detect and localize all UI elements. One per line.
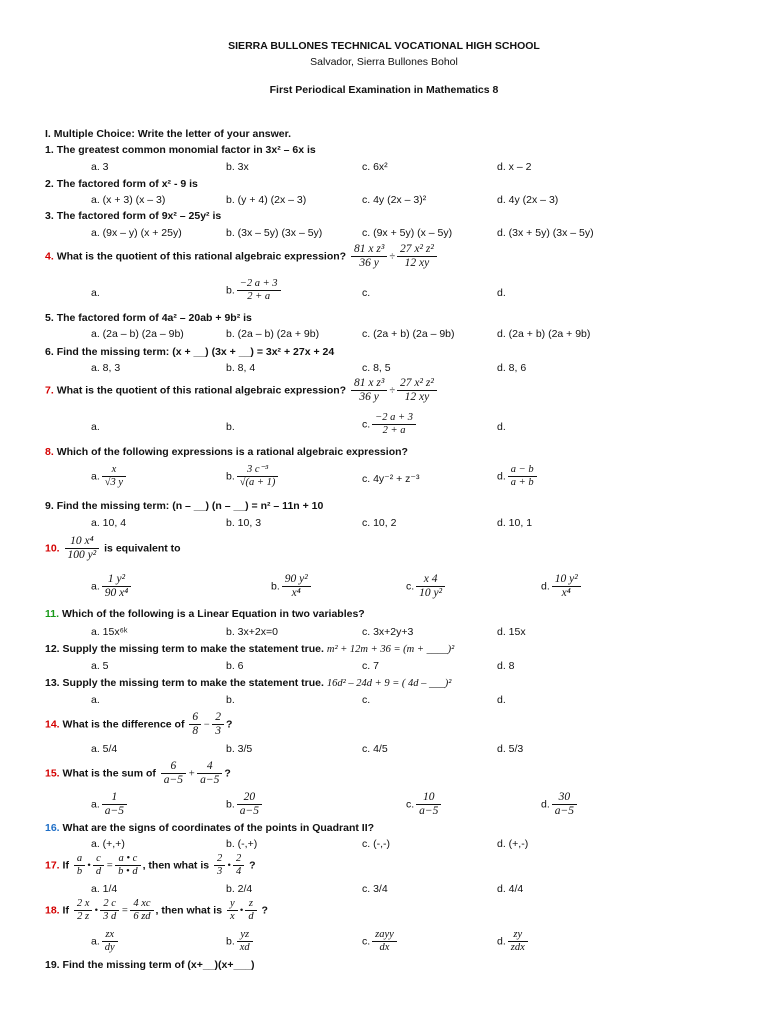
q3-option-a: a. (9x – y) (x + 25y) [91, 227, 182, 239]
q16-option-c: c. (-,-) [362, 838, 390, 850]
question-1: 1. The greatest common monomial factor in 3x² – 6x is [45, 144, 316, 156]
q6-option-a: a. 8, 3 [91, 362, 121, 374]
school-address: Salvador, Sierra Bullones Bohol [310, 56, 458, 68]
q7-fraction-1: $\frac{\text{81 x z³}}{36 y}$ [351, 377, 387, 404]
question-14: 14. What is the difference of $\frac{6}{8}$ − $\frac{2}{3}$ ? [45, 711, 233, 737]
question-11: 11. Which of the following is a Linear Equation in two variables? [45, 608, 365, 620]
question-18: 18. If $\frac{2 x}{2 z}$ • $\frac{2 c}{3 d}$ = $\frac{4 xc}{6 zd}$ , then what is $\frac{y}{x}$ • $\frac{z}{d}$ ? [45, 898, 268, 922]
q12-option-a: a. 5 [91, 660, 109, 672]
q14-option-c: c. 4/5 [362, 743, 388, 755]
q13-option-a: a. [91, 694, 100, 706]
q4-option-b-fraction: $\frac{-2 a + 3}{2 + a}$ [237, 278, 281, 303]
question-12: 12. Supply the missing term to make the statement true. m² + 12m + 36 = (m + ____)² [45, 643, 455, 655]
q18-option-a: a. $\frac{zx}{dy}$ [91, 929, 120, 954]
q2-option-c: c. 4y (2x – 3)² [362, 194, 427, 206]
q10-option-b: b. $\frac{\text{90 y²}}{\text{x⁴}}$ [271, 573, 313, 600]
q10-option-a-fraction: $\frac{\text{1 y²}}{\text{90 x⁴}}$ [102, 573, 131, 600]
question-2: 2. The factored form of x² - 9 is [45, 178, 198, 190]
q7-option-c: c. $\frac{-2 a + 3}{2 + a}$ [362, 412, 418, 437]
q15-option-c: c. $\frac{10}{a-5}$ [406, 791, 443, 818]
q3-option-b: b. (3x – 5y) (3x – 5y) [226, 227, 323, 239]
q15-fraction-1: $\frac{6}{a-5}$ [161, 760, 186, 787]
q4-fraction-1: $\frac{\text{81 x z³}}{36 y}$ [351, 243, 387, 270]
q15-option-a: a. $\frac{1}{a-5}$ [91, 791, 129, 818]
q18-frac-y-x: $\frac{y}{x}$ [227, 898, 238, 923]
question-10: 10. $\frac{\text{10 x⁴}}{\text{100 y²}}$ is equivalent to [45, 535, 181, 561]
q18-option-c-fraction: $\frac{\text{zayy}}{dx}$ [372, 929, 397, 954]
q15-option-b-fraction: $\frac{20}{a-5}$ [237, 791, 262, 818]
q11-option-c: c. 3x+2y+3 [362, 626, 414, 638]
q18-option-b-fraction: $\frac{yz}{xd}$ [237, 929, 253, 954]
q17-option-a: a. 1/4 [91, 883, 118, 895]
q18-option-d-fraction: $\frac{zy}{\text{zdx}}$ [508, 929, 528, 954]
q18-frac-z-d: $\frac{z}{d}$ [245, 898, 256, 923]
q18-frac-2c-3d: $\frac{2 c}{3 d}$ [100, 898, 119, 923]
q10-fraction: $\frac{\text{10 x⁴}}{\text{100 y²}}$ [65, 535, 100, 562]
q13-option-b: b. [226, 694, 235, 706]
q18-frac-2x-2z: $\frac{2 x}{2 z}$ [74, 898, 93, 923]
exam-title: First Periodical Examination in Mathematics 8 [269, 84, 499, 96]
q8-option-b-fraction: $\frac{\text{3 c⁻³}}{√(a + 1)}$ [237, 464, 279, 489]
q3-option-c: c. (9x + 5y) (x – 5y) [362, 227, 453, 239]
question-5: 5. The factored form of 4a² – 20ab + 9b² is [45, 312, 252, 324]
q7-option-b: b. [226, 421, 235, 433]
question-7: 7. What is the quotient of this rational algebraic expression? $\frac{\text{81 x z³}}{36 y}$ ÷ $\frac{\text{27 x² z²}}{12 xy}$ [45, 377, 439, 404]
q17-frac-c-d: $\frac{c}{d}$ [93, 853, 104, 878]
q11-option-d: d. 15x [497, 626, 526, 638]
q7-option-a: a. [91, 421, 100, 433]
question-19: 19. Find the missing term of (x+__)(x+___) [45, 959, 255, 971]
q16-option-b: b. (-,+) [226, 838, 258, 850]
q8-option-c: c. 4y⁻² + z⁻³ [362, 473, 420, 485]
q18-frac-4xc-6zd: $\frac{4 xc}{6 zd}$ [130, 898, 153, 923]
q5-option-d: d. (2a + b) (2a + 9b) [497, 328, 591, 340]
q8-option-b: b. $\frac{\text{3 c⁻³}}{√(a + 1)}$ [226, 464, 280, 489]
q10-option-c-fraction: $\frac{x 4}{\text{10 y²}}$ [416, 573, 445, 600]
q6-option-b: b. 8, 4 [226, 362, 256, 374]
q8-option-a-fraction: $\frac{x}{√3 y}$ [102, 464, 126, 489]
q12-option-b: b. 6 [226, 660, 244, 672]
q14-option-b: b. 3/5 [226, 743, 253, 755]
q18-option-b: b. $\frac{yz}{xd}$ [226, 929, 255, 954]
q17-frac-2-3: $\frac{2}{3}$ [214, 853, 225, 878]
q15-option-a-fraction: $\frac{1}{a-5}$ [102, 791, 127, 818]
q6-option-c: c. 8, 5 [362, 362, 391, 374]
q5-option-c: c. (2a + b) (2a – 9b) [362, 328, 455, 340]
question-15: 15. What is the sum of $\frac{6}{a-5}$ + $\frac{4}{a-5}$ ? [45, 760, 231, 786]
question-6: 6. Find the missing term: (x + __) (3x + __) = 3x² + 27x + 24 [45, 346, 335, 358]
q15-option-d: d. $\frac{30}{a-5}$ [541, 791, 579, 818]
q15-option-b: b. $\frac{20}{a-5}$ [226, 791, 264, 818]
q5-option-a: a. (2a – b) (2a – 9b) [91, 328, 184, 340]
q16-option-d: d. (+,-) [497, 838, 529, 850]
q8-option-d: d. $\frac{a - b}{a + b}$ [497, 464, 539, 489]
q9-option-a: a. 10, 4 [91, 517, 127, 529]
q4-option-d: d. [497, 287, 506, 299]
q12-option-c: c. 7 [362, 660, 379, 672]
question-4: 4. What is the quotient of this rational algebraic expression? $\frac{\text{81 x z³}}{36 y}$ ÷ $\frac{\text{27 x² z²}}{12 xy}$ [45, 243, 439, 270]
section-instructions: I. Multiple Choice: Write the letter of your answer. [45, 128, 292, 140]
q16-option-a: a. (+,+) [91, 838, 125, 850]
q4-option-b: b. $\frac{-2 a + 3}{2 + a}$ [226, 278, 283, 303]
q12-option-d: d. 8 [497, 660, 515, 672]
q1-option-c: c. 6x² [362, 161, 388, 173]
q18-option-a-fraction: $\frac{zx}{dy}$ [102, 929, 118, 954]
q10-option-a: a. $\frac{\text{1 y²}}{\text{90 x⁴}}$ [91, 573, 133, 600]
q1-option-d: d. x – 2 [497, 161, 532, 173]
q15-fraction-2: $\frac{4}{a-5}$ [197, 760, 222, 787]
q10-option-d-fraction: $\frac{\text{10 y²}}{\text{x⁴}}$ [552, 573, 581, 600]
q11-option-b: b. 3x+2x=0 [226, 626, 278, 638]
q9-option-d: d. 10, 1 [497, 517, 533, 529]
q7-option-d: d. [497, 421, 506, 433]
q9-option-b: b. 10, 3 [226, 517, 262, 529]
q2-option-a: a. (x + 3) (x – 3) [91, 194, 166, 206]
q14-fraction-1: $\frac{6}{8}$ [189, 711, 201, 738]
q10-option-d: d. $\frac{\text{10 y²}}{\text{x⁴}}$ [541, 573, 583, 600]
q4-fraction-2: $\frac{\text{27 x² z²}}{12 xy}$ [397, 243, 437, 270]
q2-option-d: d. 4y (2x – 3) [497, 194, 559, 206]
q18-option-d: d. $\frac{zy}{\text{zdx}}$ [497, 929, 530, 954]
question-16: 16. What are the signs of coordinates of the points in Quadrant II? [45, 822, 375, 834]
question-3: 3. The factored form of 9x² – 25y² is [45, 210, 222, 222]
q15-option-d-fraction: $\frac{30}{a-5}$ [552, 791, 577, 818]
q1-option-a: a. 3 [91, 161, 109, 173]
q3-option-d: d. (3x + 5y) (3x – 5y) [497, 227, 594, 239]
q10-option-c: c. $\frac{x 4}{\text{10 y²}}$ [406, 573, 447, 600]
q13-option-c: c. [362, 694, 371, 706]
q17-frac-2-4: $\frac{2}{4}$ [233, 853, 244, 878]
q14-option-d: d. 5/3 [497, 743, 524, 755]
q8-option-a: a. $\frac{x}{√3 y}$ [91, 464, 128, 489]
q7-fraction-2: $\frac{\text{27 x² z²}}{12 xy}$ [397, 377, 437, 404]
q4-option-a: a. [91, 287, 100, 299]
q17-option-c: c. 3/4 [362, 883, 388, 895]
question-8: 8. Which of the following expressions is a rational algebraic expression? [45, 446, 408, 458]
q14-fraction-2: $\frac{2}{3}$ [212, 711, 224, 738]
q8-option-d-fraction: $\frac{a - b}{a + b}$ [508, 464, 537, 489]
q5-option-b: b. (2a – b) (2a + 9b) [226, 328, 320, 340]
q7-option-c-fraction: $\frac{-2 a + 3}{2 + a}$ [372, 412, 416, 437]
q13-option-d: d. [497, 694, 506, 706]
question-17: 17. If $\frac{a}{b}$ • $\frac{c}{d}$ = $\frac{a • c}{b • d}$ , then what is $\frac{2}{3}$ • $\frac{2}{4}$ ? [45, 853, 256, 877]
question-13: 13. Supply the missing term to make the statement true. 16d² – 24d + 9 = ( 4d – ___)² [45, 677, 452, 689]
q15-option-c-fraction: $\frac{10}{a-5}$ [416, 791, 441, 818]
q9-option-c: c. 10, 2 [362, 517, 397, 529]
q4-option-c: c. [362, 287, 371, 299]
q17-frac-ac-bd: $\frac{a • c}{b • d}$ [115, 853, 140, 878]
q10-option-b-fraction: $\frac{\text{90 y²}}{\text{x⁴}}$ [282, 573, 311, 600]
q1-option-b: b. 3x [226, 161, 249, 173]
q17-option-d: d. 4/4 [497, 883, 524, 895]
q11-option-a: a. 15x⁶ᵏ [91, 626, 128, 638]
q14-option-a: a. 5/4 [91, 743, 118, 755]
q2-option-b: b. (y + 4) (2x – 3) [226, 194, 307, 206]
question-9: 9. Find the missing term: (n – __) (n – __) = n² – 11n + 10 [45, 500, 324, 512]
q17-frac-a-b: $\frac{a}{b}$ [74, 853, 85, 878]
q18-option-c: c. $\frac{\text{zayy}}{dx}$ [362, 929, 399, 954]
q17-option-b: b. 2/4 [226, 883, 253, 895]
school-name: SIERRA BULLONES TECHNICAL VOCATIONAL HIGH SCHOOL [228, 40, 540, 52]
q6-option-d: d. 8, 6 [497, 362, 527, 374]
